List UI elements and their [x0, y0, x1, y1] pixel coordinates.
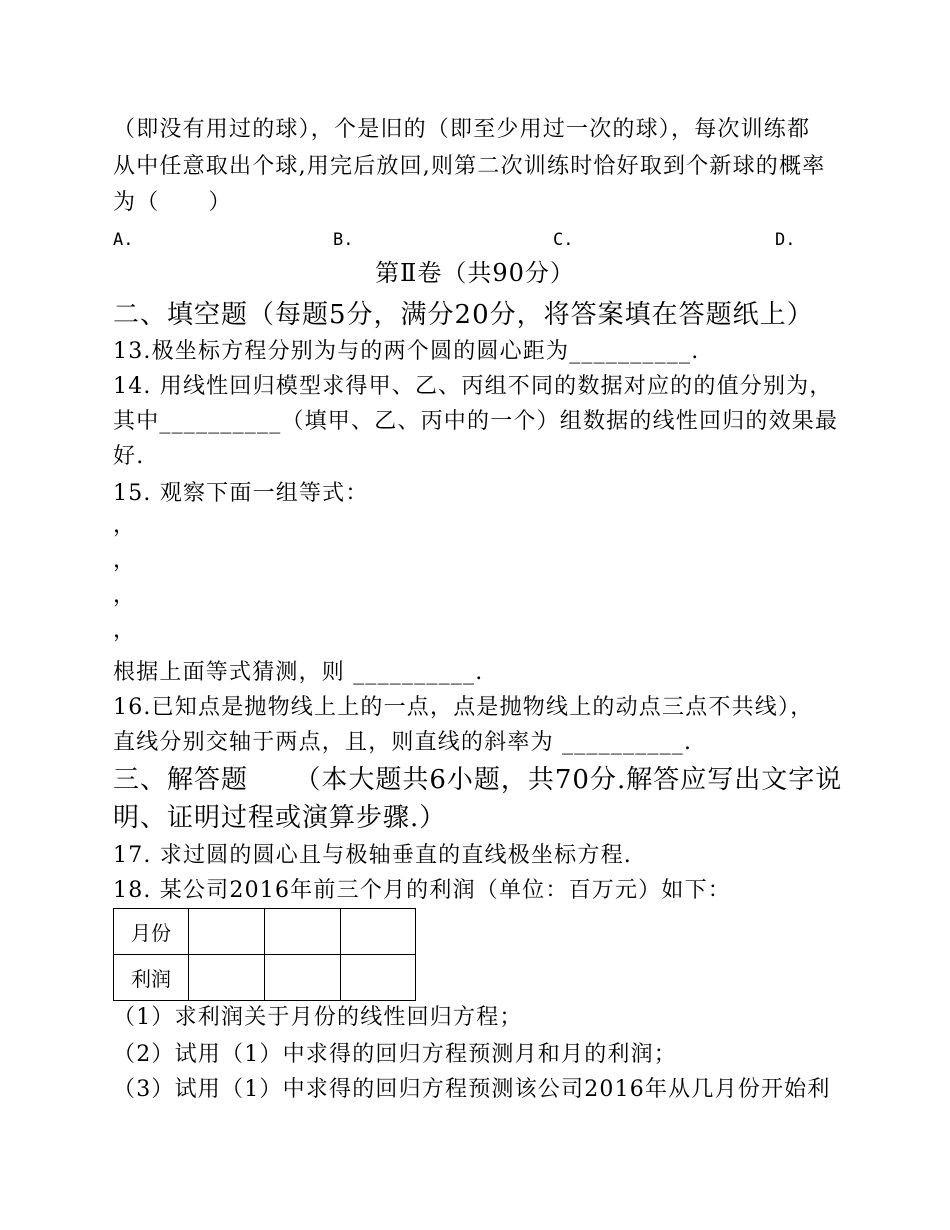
q15-equation-4: ，: [113, 618, 137, 643]
q12-line-2: 从中任意取出个球,用完后放回,则第二次训练时恰好取到个新球的概率: [113, 154, 826, 179]
table-cell: [341, 955, 416, 1001]
row-label-month: 月份: [114, 909, 189, 955]
answer-section-heading-line-2: 明、证明过程或演算步骤.）: [113, 803, 447, 833]
q18-part-1: （1）求利润关于月份的线性回归方程；: [113, 1005, 523, 1030]
q18-part-2: （2）试用（1）中求得的回归方程预测月和月的利润；: [113, 1042, 677, 1067]
row-label-profit: 利润: [114, 955, 189, 1001]
q12-line-3: 为（ ）: [113, 190, 232, 215]
table-cell: [189, 955, 265, 1001]
q12-option-c: C.: [553, 230, 574, 250]
q14-line-1: 14. 用线性回归模型求得甲、乙、丙组不同的数据对应的的值分别为，: [113, 374, 833, 399]
fill-in-section-heading: 二、填空题（每题5分，满分20分，将答案填在答题纸上）: [113, 300, 814, 330]
q14-line-2: 其中__________（填甲、乙、丙中的一个）组数据的线性回归的效果最: [113, 409, 839, 434]
answer-section-heading-line-1: 三、解答题 （本大题共6小题，共70分.解答应写出文字说: [113, 765, 843, 795]
q16-line-2: 直线分别交轴于两点，且，则直线的斜率为 __________.: [113, 730, 693, 755]
q12-option-b: B.: [333, 230, 354, 250]
q13-text: 13.极坐标方程分别为与的两个圆的圆心距为__________.: [113, 339, 700, 364]
part2-title: 第Ⅱ卷（共90分）: [375, 259, 575, 287]
q14-line-3: 好.: [113, 444, 145, 469]
table-cell: [341, 909, 416, 955]
q12-line-1: （即没有用过的球），个是旧的（即至少用过一次的球），每次训练都: [113, 117, 811, 142]
q15-equation-1: ，: [113, 513, 137, 538]
q16-line-1: 16.已知点是抛物线上上的一点，点是抛物线上的动点三点不共线），: [113, 695, 814, 720]
table-cell: [265, 909, 341, 955]
table-row-profit: [114, 955, 416, 1001]
table-row-month: [114, 909, 416, 955]
q15-conclusion: 根据上面等式猜测，则 __________.: [113, 660, 484, 685]
table-cell: [189, 909, 265, 955]
q12-option-d: D.: [775, 230, 796, 250]
q15-equation-3: ，: [113, 583, 137, 608]
q18-part-3: （3）试用（1）中求得的回归方程预测该公司2016年从几月份开始利: [113, 1077, 831, 1102]
table-cell: [265, 955, 341, 1001]
q18-prompt: 18. 某公司2016年前三个月的利润（单位：百万元）如下：: [113, 878, 731, 903]
q17-text: 17. 求过圆的圆心且与极轴垂直的直线极坐标方程.: [113, 843, 632, 868]
q12-option-a: A.: [113, 230, 134, 250]
profit-table: [113, 908, 416, 1001]
q15-equation-2: ，: [113, 548, 137, 573]
q15-prompt: 15. 观察下面一组等式：: [113, 481, 369, 506]
